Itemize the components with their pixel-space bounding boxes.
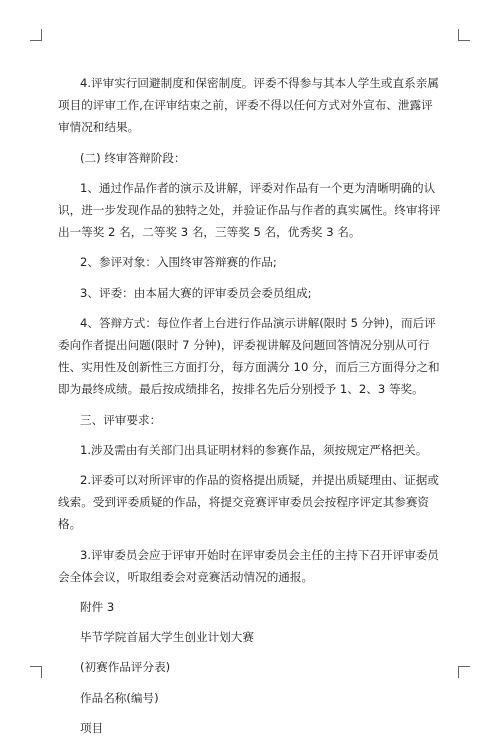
- paragraph-final-defense-1: 1、通过作品作者的演示及讲解，评委对作品有一个更为清晰明确的认识，进一步发现作品的独特之处，并验证作品与作者的真实属性。终审将评出一等奖 2 名，二等奖 3 名，三等奖 5 名，优秀奖 3 名。: [58, 180, 441, 240]
- attachment-label: 附件 3: [80, 600, 115, 615]
- crop-mark-top-right-v: [458, 29, 459, 41]
- paragraph-final-defense-2: 2、参评对象：入围终审答辩赛的作品;: [80, 255, 277, 270]
- heading-review-requirements: 三、评审要求：: [80, 412, 162, 427]
- paragraph-requirement-1: 1.涉及需由有关部门出具证明材料的参赛作品，须按规定严格把关。: [80, 442, 428, 457]
- crop-mark-top-left-v: [41, 29, 42, 41]
- paragraph-final-defense-3: 3、评委：由本届大赛的评审委员会委员组成;: [80, 285, 312, 300]
- paragraph-avoidance-rule: 4.评审实行回避制度和保密制度。评委不得参与其本人学生或直系亲属项目的评审工作,在评审结束之前，评委不得以任何方式对外宣布、泄露评审情况和结果。: [58, 76, 439, 135]
- crop-mark-bottom-left-v: [41, 666, 42, 678]
- attachment-title: 毕节学院首届大学生创业计划大赛: [80, 630, 254, 645]
- attachment-subtitle: (初赛作品评分表): [80, 660, 171, 675]
- paragraph-requirement-3: 3.评审委员会应于评审开始时在评审委员会主任的主持下召开评审委员会全体会议，听取组委会对竞赛活动情况的通报。: [58, 547, 439, 584]
- paragraph-final-defense-4: 4、答辩方式：每位作者上台进行作品演示讲解(限时 5 分钟)，而后评委向作者提出问题(限时 7 分钟)，评委视讲解及问题回答情况分别从可行性、实用性及创新性三方面打分，每方面满分 10 分，而后三方面得分之和即为最终成绩。最后按成绩排名，按排名先后分别授予 1、2、3 等奖。: [58, 315, 440, 397]
- document-body: [58, 72, 442, 739]
- heading-final-defense: (二) 终审答辩阶段：: [80, 150, 186, 165]
- crop-mark-top-right-h: [458, 40, 470, 41]
- attachment-item-field: 项目: [80, 720, 104, 735]
- paragraph-requirement-2: 2.评委可以对所评审的作品的资格提出质疑，并提出质疑理由、证据或线索。受到评委质疑的作品，将提交竞赛评审委员会按程序评定其参赛资格。: [58, 473, 439, 532]
- crop-mark-bottom-right-v: [458, 666, 459, 678]
- attachment-name-field: 作品名称(编号): [80, 690, 159, 705]
- crop-mark-bottom-right-h: [458, 666, 470, 667]
